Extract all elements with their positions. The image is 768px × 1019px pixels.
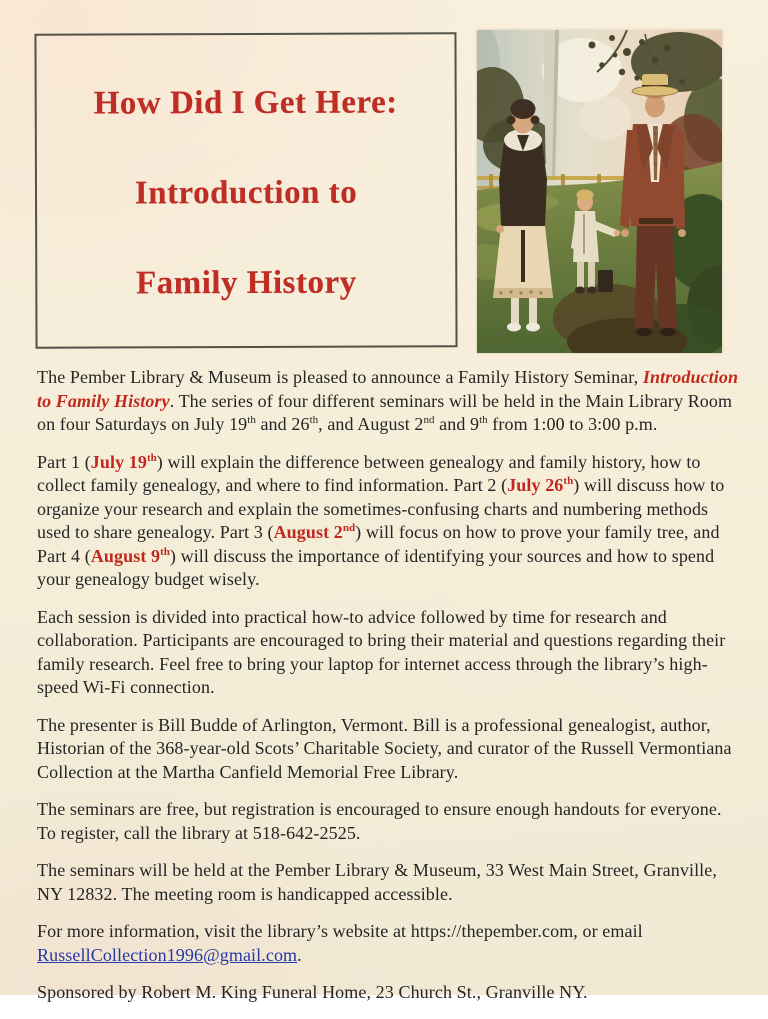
text-segment: The seminars are free, but registration is encouraged to ensure enough handouts for everyone. To register, call the library at 518-642-2525. (37, 799, 722, 843)
text-segment: The seminars will be held at the Pember Library & Museum, 33 West Main Street, Granville, NY 12832. The meeting room is handicapped accessible. (37, 860, 717, 904)
ordinal-superscript: th (309, 414, 319, 426)
paragraph-3 (37, 606, 741, 700)
ordinal-superscript: th (247, 414, 256, 426)
ordinal-superscript: th (479, 414, 488, 426)
text-segment: ) will discuss the importance of identifying your sources and how to spend your genealogy budget wisely. (37, 545, 715, 589)
text-segment: , and August 2 (318, 414, 424, 434)
ordinal-superscript: th (160, 545, 170, 558)
text-segment: . The series of four different seminars will be held in the Main Library Room on four Saturdays on July 19 (37, 390, 733, 434)
paragraph-6 (37, 859, 741, 906)
text-segment: Sponsored by Robert M. King Funeral Home, 23 Church St., Granville NY. (37, 982, 588, 1002)
title-line-2: Introduction to (134, 174, 358, 212)
text-segment: For more information, visit the library’s website at https://thepember.com, or email (37, 921, 643, 941)
text-segment: Part 1 ( (37, 451, 91, 472)
text-segment: from 1:00 to 3:00 p.m. (487, 414, 658, 434)
vintage-family-photo-image (477, 30, 722, 353)
ordinal-superscript: nd (342, 522, 356, 534)
text-segment: Each session is divided into practical how-to advice followed by time for research and collaboration. Participants are encouraged to bring their material and questions regarding their family research. Feel free to bring your laptop for internet access through the library’s high-speed Wi-Fi connection. (37, 606, 726, 697)
text-segment: Introduction to Family History (37, 367, 739, 411)
text-segment: . (297, 944, 302, 965)
body-paragraphs (37, 366, 741, 1019)
text-segment: ) will discuss how to organize your research and explain the sometimes-confusing charts and numbering methods used to share genealogy. Part 3 ( (37, 475, 725, 542)
paragraph-4 (37, 714, 741, 785)
text-segment: August 2 (273, 522, 343, 542)
title-line-1: How Did I Get Here: (93, 84, 398, 122)
paragraph-1 (37, 366, 741, 437)
text-segment: and 26 (255, 414, 310, 434)
title-line-3: Family History (135, 264, 357, 302)
title-box (34, 32, 457, 348)
paragraph-5 (37, 798, 741, 845)
text-segment: July 19 (90, 451, 148, 472)
text-segment: The presenter is Bill Budde of Arlington, Vermont. Bill is a professional genealogist, author, Historian of the 368-year-old Scots’ Charitable Society, and curator of the Russell Vermontiana Collection at the Martha Canfield Memorial Free Library. (37, 714, 732, 782)
paragraph-2 (37, 451, 741, 592)
paragraph-8 (37, 981, 741, 1005)
ordinal-superscript: nd (423, 414, 435, 426)
text-segment: ) will explain the difference between genealogy and family history, how to collect family genealogy, and where to find information. Part 2 ( (37, 451, 701, 495)
email-link[interactable]: RussellCollection1996@gmail.com (37, 944, 298, 965)
text-segment: July 26 (507, 475, 564, 495)
text-segment: August 9 (90, 545, 161, 566)
text-segment: The Pember Library & Museum is pleased to announce a Family History Seminar, (37, 367, 643, 387)
vintage-family-photo (477, 30, 722, 353)
text-segment: ) will focus on how to prove your family tree, and Part 4 ( (37, 522, 720, 566)
ordinal-superscript: th (147, 451, 157, 464)
text-segment: and 9 (434, 414, 480, 434)
ordinal-superscript: th (563, 475, 574, 487)
paragraph-7 (37, 920, 741, 967)
